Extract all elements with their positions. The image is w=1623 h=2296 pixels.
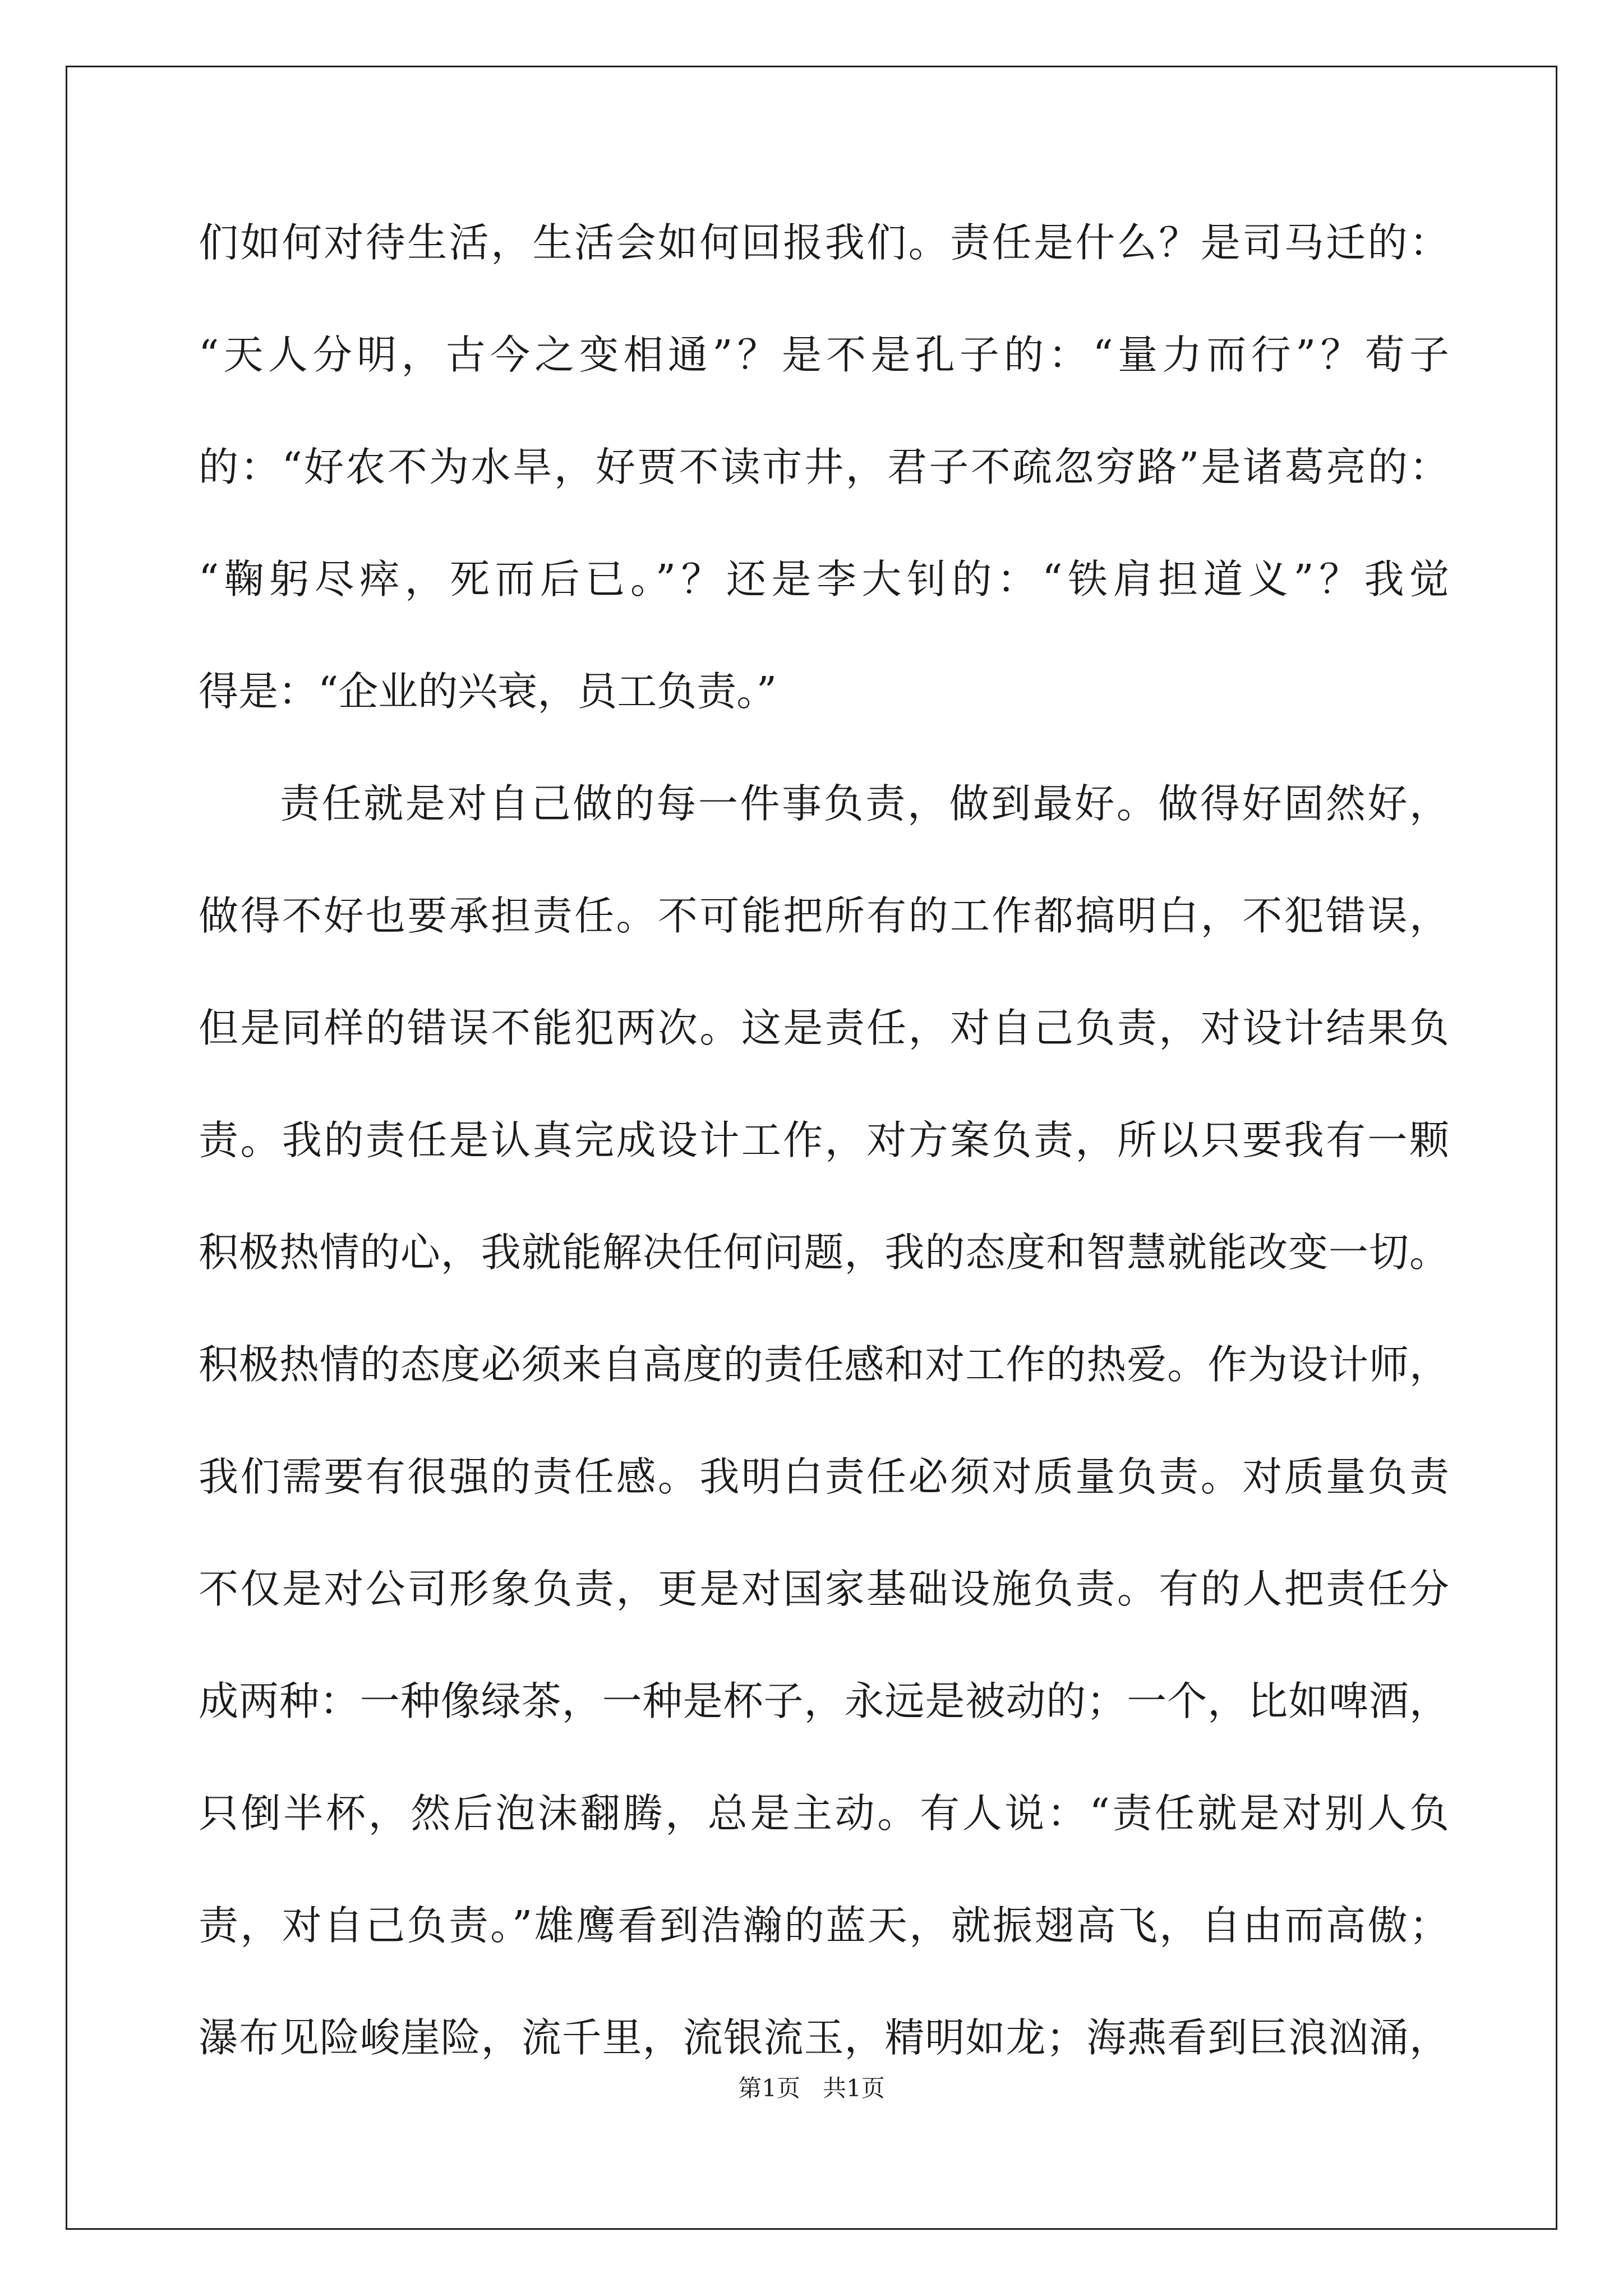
page-footer — [0, 2070, 1623, 2104]
text-line: 积极热情的心，我就能解决任何问题，我的态度和智慧就能改变一切。 — [199, 1229, 1449, 1276]
text-line: 成两种：一种像绿茶，一种是杯子，永远是被动的；一个，比如啤酒， — [199, 1678, 1449, 1724]
text-line: 瀑布见险峻崖险，流千里，流银流玉，精明如龙；海燕看到巨浪汹涌， — [199, 2014, 1449, 2061]
text-line: 的：“好农不为水旱，好贾不读市井，君子不疏忽穷路”是诸葛亮的： — [199, 444, 1449, 490]
text-line: 积极热情的态度必须来自高度的责任感和对工作的热爱。作为设计师， — [199, 1341, 1449, 1388]
text-line: “天人分明，古今之变相通”？是不是孔子的：“量力而行”？荀子 — [199, 332, 1449, 378]
page-total: 共1页 — [823, 2074, 885, 2102]
text-line: 做得不好也要承担责任。不可能把所有的工作都搞明白，不犯错误， — [199, 892, 1449, 939]
text-line: 们如何对待生活，生活会如何回报我们。责任是什么？是司马迁的： — [199, 219, 1449, 266]
text-line: 但是同样的错误不能犯两次。这是责任，对自己负责，对设计结果负 — [199, 1005, 1449, 1051]
text-line: 责。我的责任是认真完成设计工作，对方案负责，所以只要我有一颗 — [199, 1117, 1449, 1163]
text-line: 责任就是对自己做的每一件事负责，做到最好。做得好固然好， — [280, 780, 1449, 827]
text-line: 我们需要有很强的责任感。我明白责任必须对质量负责。对质量负责 — [199, 1453, 1449, 1500]
text-line: 得是：“企业的兴衰，员工负责。” — [199, 668, 777, 715]
text-line: 不仅是对公司形象负责，更是对国家基础设施负责。有的人把责任分 — [199, 1566, 1449, 1612]
text-line: 只倒半杯，然后泡沫翻腾，总是主动。有人说：“责任就是对别人负 — [199, 1790, 1449, 1837]
text-line: 责，对自己负责。”雄鹰看到浩瀚的蓝天，就振翅高飞，自由而高傲； — [199, 1902, 1449, 1949]
document-body — [199, 187, 1449, 2094]
text-line: “鞠躬尽瘁，死而后已。”？还是李大钊的：“铁肩担道义”？我觉 — [199, 556, 1449, 602]
page-number: 第1页 — [738, 2074, 800, 2102]
